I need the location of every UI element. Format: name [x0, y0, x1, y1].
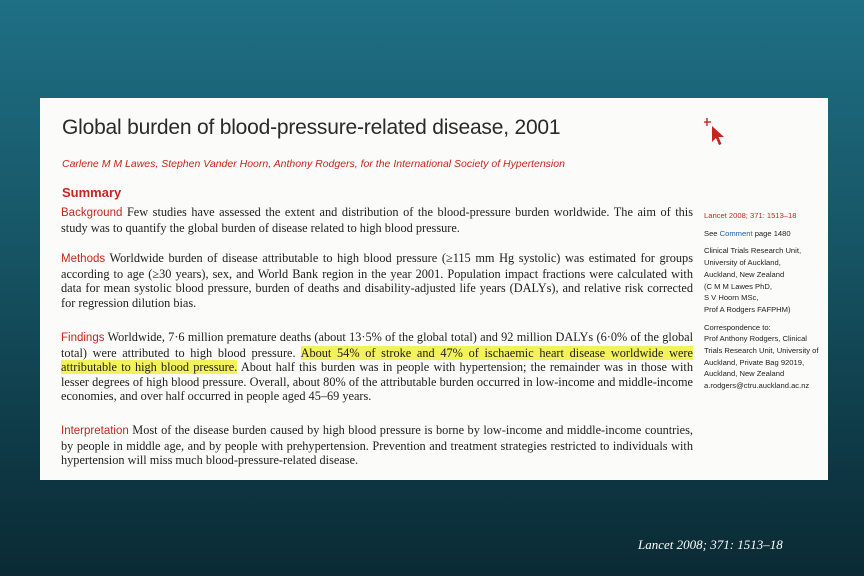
see-comment-line [704, 228, 828, 240]
email-link[interactable]: a.rodgers@ctru.auckland.ac.nz [704, 381, 810, 391]
background-paragraph [61, 205, 693, 235]
methods-text: Worldwide burden of disease attributable to high blood pressure (≥115 mm Hg systolic) was estimated for groups according to age (≥30 years), sex, and World Bank region in the year 2001. Population impact fractions were calculated with data for mean systolic blood pressure, burden of deaths and disability-adjusted life years (DALYs), and relative risk corrected for regression dilution bias. [61, 251, 693, 310]
findings-heading: Findings [61, 332, 105, 344]
correspondence-line: Prof Anthony Rodgers, Clinical [704, 334, 807, 344]
affiliation-line: Clinical Trials Research Unit, [704, 246, 802, 256]
findings-paragraph [61, 330, 693, 404]
background-text: Few studies have assessed the extent and distribution of the blood-pressure burden worldwide. The aim of this study was to quantify the global burden of disease related to high blood pressure. [61, 205, 694, 235]
interpretation-heading: Interpretation [61, 425, 129, 437]
see-suffix: page 1480 [754, 228, 791, 238]
article-sidebar [704, 210, 828, 392]
summary-heading: Summary [62, 185, 122, 200]
article-page [40, 98, 828, 480]
see-prefix: See [704, 228, 718, 238]
findings-text-before: Worldwide, 7·6 million premature deaths (about 13·5% of the global total) and 92 million DALYs (6·0% of the global total) were attributed to high blood pressure. [61, 330, 693, 360]
author-line: Carlene M M Lawes, Stephen Vander Hoorn, Anthony Rodgers, for the International Society of Hypertension [62, 158, 565, 170]
footer-citation: Lancet 2008; 371: 1513–18 [638, 537, 783, 552]
background-heading: Background [61, 207, 123, 219]
findings-highlighted-text: About 54% of stroke and 47% of ischaemic heart disease worldwide were attributable to high blood pressure. [61, 345, 693, 375]
methods-paragraph [61, 251, 693, 310]
sidebar-citation: Lancet 2008; 371: 1513–18 [704, 211, 797, 220]
affiliation-line: Auckland, New Zealand [704, 269, 785, 279]
people-line: S V Hoorn MSc, [704, 293, 759, 303]
correspondence-line: Auckland, New Zealand [704, 369, 785, 379]
people-line: (C M M Lawes PhD, [704, 281, 772, 291]
cursor-icon [704, 118, 724, 146]
article-title: Global burden of blood-pressure-related disease, 2001 [62, 116, 561, 139]
findings-text-after: About half this burden was in people with hypertension; the remainder was in those with lesser degrees of high blood pressure. Overall, about 80% of the attributable burden occurred in low-income and middle-income economies, and over half occurred in people aged 45–69 years. [61, 360, 694, 404]
interpretation-paragraph [61, 423, 693, 468]
correspondence-line: Correspondence to: [704, 322, 771, 332]
interpretation-text: Most of the disease burden caused by high blood pressure is borne by low-income and middle-income countries, by people in middle age, and by people with prehypertension. Prevention and treatment strategies restricted to individuals with hypertension will miss much blood-pressure-related disease. [61, 423, 693, 468]
correspondence-line: Trials Research Unit, University of [704, 346, 819, 356]
comment-link[interactable]: Comment [719, 228, 753, 238]
people-line: Prof A Rodgers FAFPHM) [704, 304, 791, 314]
methods-heading: Methods [61, 253, 106, 265]
affiliation-line: University of Auckland, [704, 258, 781, 268]
correspondence-line: Auckland, Private Bag 92019, [704, 357, 805, 367]
